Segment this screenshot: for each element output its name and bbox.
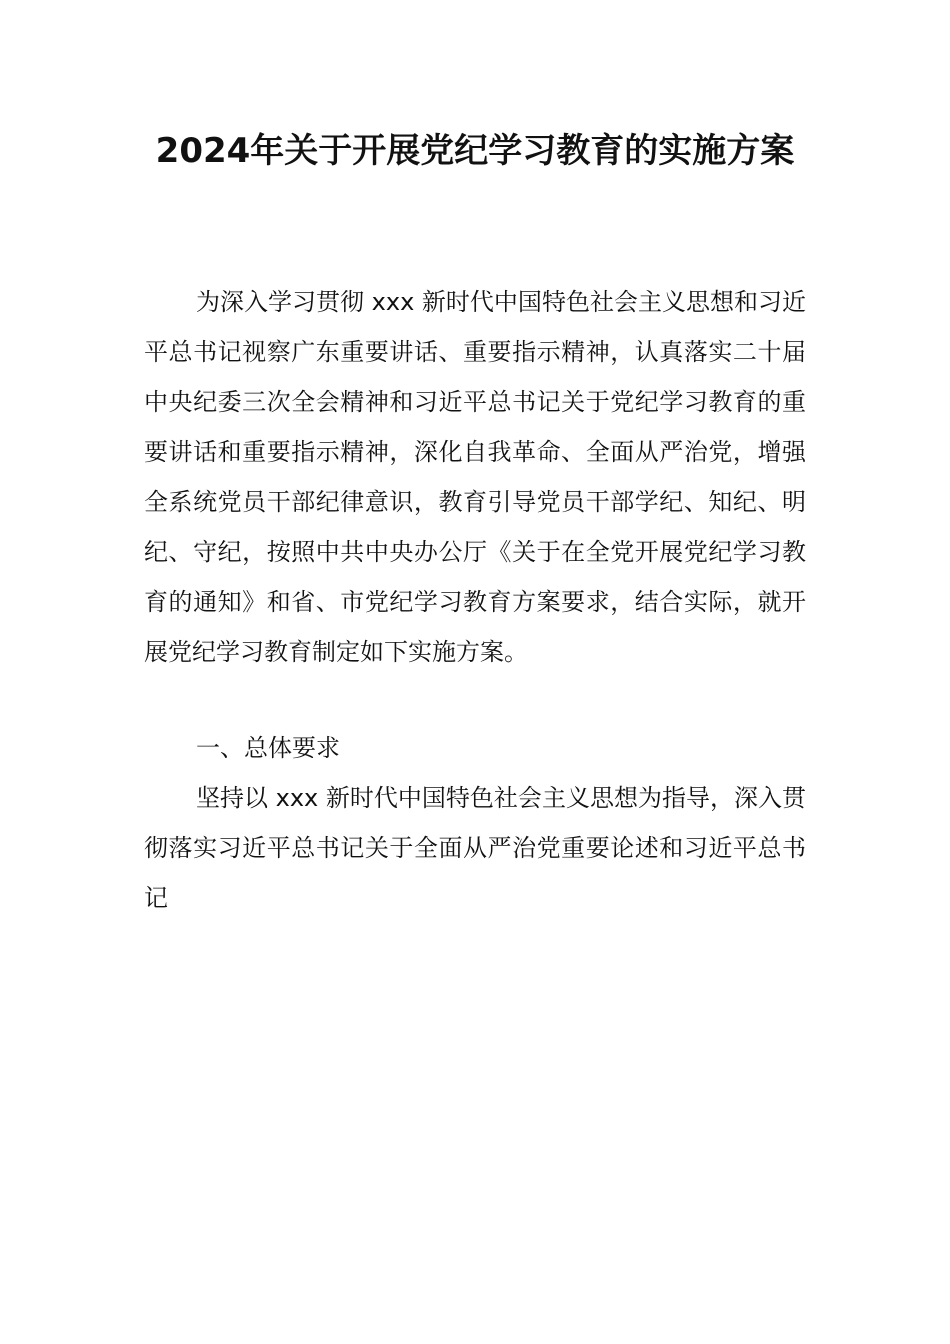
document-title: 2024年关于开展党纪学习教育的实施方案: [155, 131, 795, 171]
section-heading: 一、总体要求: [196, 734, 340, 762]
intro-paragraph: 为深入学习贯彻 xxx 新时代中国特色社会主义思想和习近平总书记视察广东重要讲话、重要指示精神，认真落实二十届中央纪委三次全会精神和习近平总书记关于党纪学习教育的重要讲话和重要指示精神，深化自我革命、全面从严治党，增强全系统党员干部纪律意识，教育引导党员干部学纪、知纪、明纪、守纪，按照中共中央办公厅《关于在全党开展党纪学习教育的通知》和省、市党纪学习教育方案要求，结合实际，就开展党纪学习教育制定如下实施方案。: [144, 288, 806, 666]
section-paragraph: 坚持以 xxx 新时代中国特色社会主义思想为指导，深入贯彻落实习近平总书记关于全面从严治党重要论述和习近平总书记: [144, 784, 806, 912]
